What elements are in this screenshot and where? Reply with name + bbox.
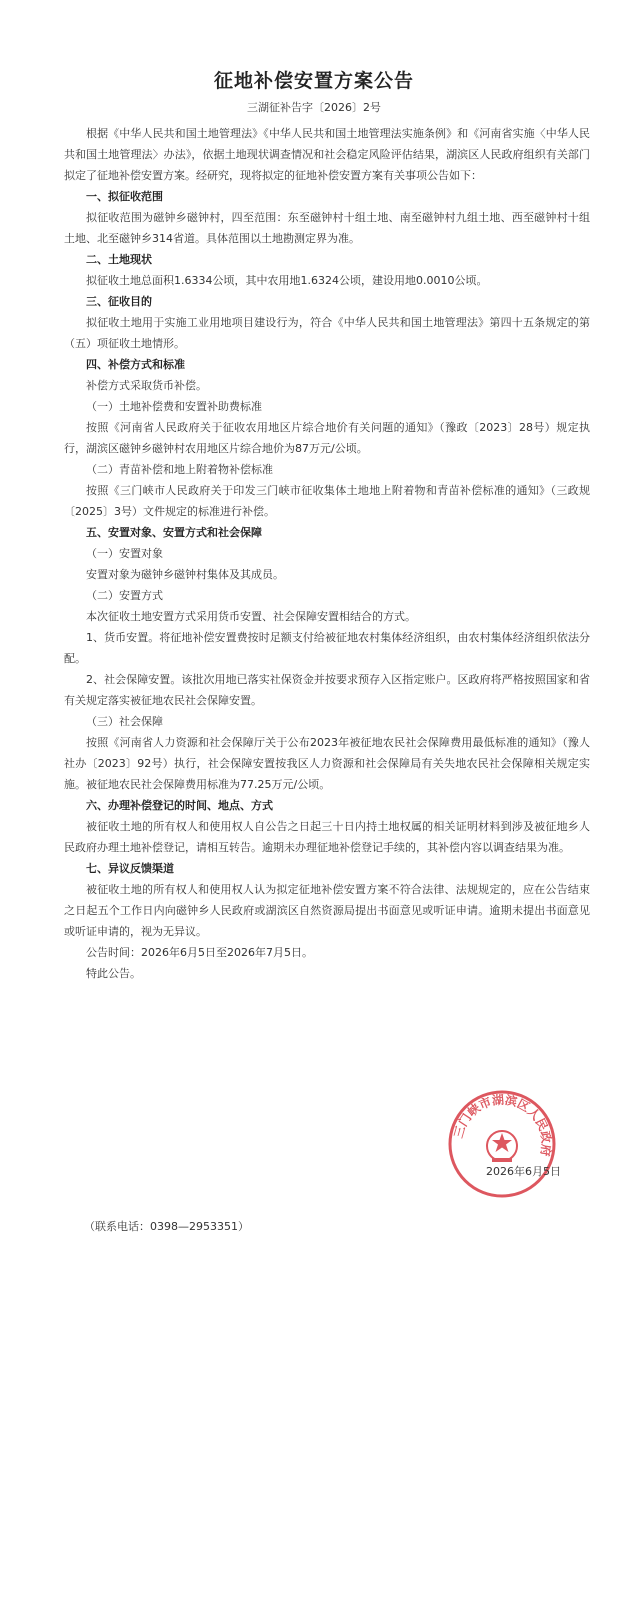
subsection-heading: （一）土地补偿费和安置补助费标准: [86, 400, 262, 413]
body-paragraph: 按照《三门峡市人民政府关于印发三门峡市征收集体土地地上附着物和青苗补偿标准的通知》（三政规〔2025〕3号）文件规定的标准进行补偿。: [64, 484, 590, 518]
document-number: 三湖征补告字〔2026〕2号: [247, 101, 381, 114]
official-seal: [446, 1088, 558, 1200]
announcement-period: 公告时间：2026年6月5日至2026年7月5日。: [86, 946, 313, 959]
section-heading: 七、异议反馈渠道: [86, 862, 174, 875]
subsection-heading: （三）社会保障: [86, 715, 163, 728]
body-paragraph: 按照《河南省人力资源和社会保障厅关于公布2023年被征地农民社会保障费用最低标准的通知》（豫人社办〔2023〕92号）执行，社会保障安置按我区人力资源和社会保障局有关失地农民社会保障相关规定实施。被征地农民社会保障费用标准为77.25万元/公顷。: [64, 736, 590, 791]
section-heading: 五、安置对象、安置方式和社会保障: [86, 526, 262, 539]
state-emblem-icon: [487, 1131, 517, 1162]
section-heading: 二、土地现状: [86, 253, 152, 266]
intro-paragraph: 根据《中华人民共和国土地管理法》《中华人民共和国土地管理法实施条例》和《河南省实施〈中华人民共和国土地管理法〉办法》，依据土地现状调查情况和社会稳定风险评估结果，湖滨区人民政府组织有关部门拟定了征地补偿安置方案。经研究，现将拟定的征地补偿安置方案有关事项公告如下：: [64, 127, 590, 182]
body-paragraph: 安置对象为磁钟乡磁钟村集体及其成员。: [86, 568, 284, 581]
body-paragraph: 本次征收土地安置方式采用货币安置、社会保障安置相结合的方式。: [86, 610, 416, 623]
subsection-heading: （二）青苗补偿和地上附着物补偿标准: [86, 463, 273, 476]
body-paragraph: 拟征收土地总面积1.6334公顷，其中农用地1.6324公顷，建设用地0.0010公顷。: [86, 274, 488, 287]
section-heading: 六、办理补偿登记的时间、地点、方式: [86, 799, 273, 812]
section-heading: 一、拟征收范围: [86, 190, 163, 203]
body-paragraph: 被征收土地的所有权人和使用权人自公告之日起三十日内持土地权属的相关证明材料到涉及被征地乡人民政府办理土地补偿登记，请相互转告。逾期未办理征地补偿登记手续的，其补偿内容以调查结果为准。: [64, 820, 590, 854]
body-paragraph: 补偿方式采取货币补偿。: [86, 379, 207, 392]
body-paragraph: 拟征收范围为磁钟乡磁钟村，四至范围：东至磁钟村十组土地、南至磁钟村九组土地、西至磁钟村十组土地、北至磁钟乡314省道。具体范围以土地勘测定界为准。: [64, 211, 590, 245]
body-paragraph: 被征收土地的所有权人和使用权人认为拟定征地补偿安置方案不符合法律、法规规定的，应在公告结束之日起五个工作日内向磁钟乡人民政府或湖滨区自然资源局提出书面意见或听证申请。逾期未提出书面意见或听证申请的，视为无异议。: [64, 883, 590, 938]
section-heading: 四、补偿方式和标准: [86, 358, 185, 371]
body-paragraph: 拟征收土地用于实施工业用地项目建设行为，符合《中华人民共和国土地管理法》第四十五条规定的第（五）项征收土地情形。: [64, 316, 590, 350]
subsection-heading: （二）安置方式: [86, 589, 163, 602]
section-heading: 三、征收目的: [86, 295, 152, 308]
body-paragraph: 按照《河南省人民政府关于征收农用地区片综合地价有关问题的通知》（豫政〔2023〕28号）规定执行，湖滨区磁钟乡磁钟村农用地区片综合地价为87万元/公顷。: [64, 421, 590, 455]
body-paragraph: 2、社会保障安置。该批次用地已落实社保资金并按要求预存入区指定账户。区政府将严格按照国家和省有关规定落实被征地农民社会保障安置。: [64, 673, 590, 707]
subsection-heading: （一）安置对象: [86, 547, 163, 560]
signature-date: 2026年6月5日: [486, 1165, 561, 1178]
closing-line: 特此公告。: [86, 967, 141, 980]
page-title: 征地补偿安置方案公告: [213, 70, 414, 92]
notice-body: [64, 123, 590, 984]
body-paragraph: 1、货币安置。将征地补偿安置费按时足额支付给被征地农村集体经济组织，由农村集体经济组织依法分配。: [64, 631, 590, 665]
contact-phone: （联系电话：0398—2953351）: [84, 1220, 249, 1233]
seal-text: 三门峡市湖滨区人民政府: [451, 1092, 554, 1158]
